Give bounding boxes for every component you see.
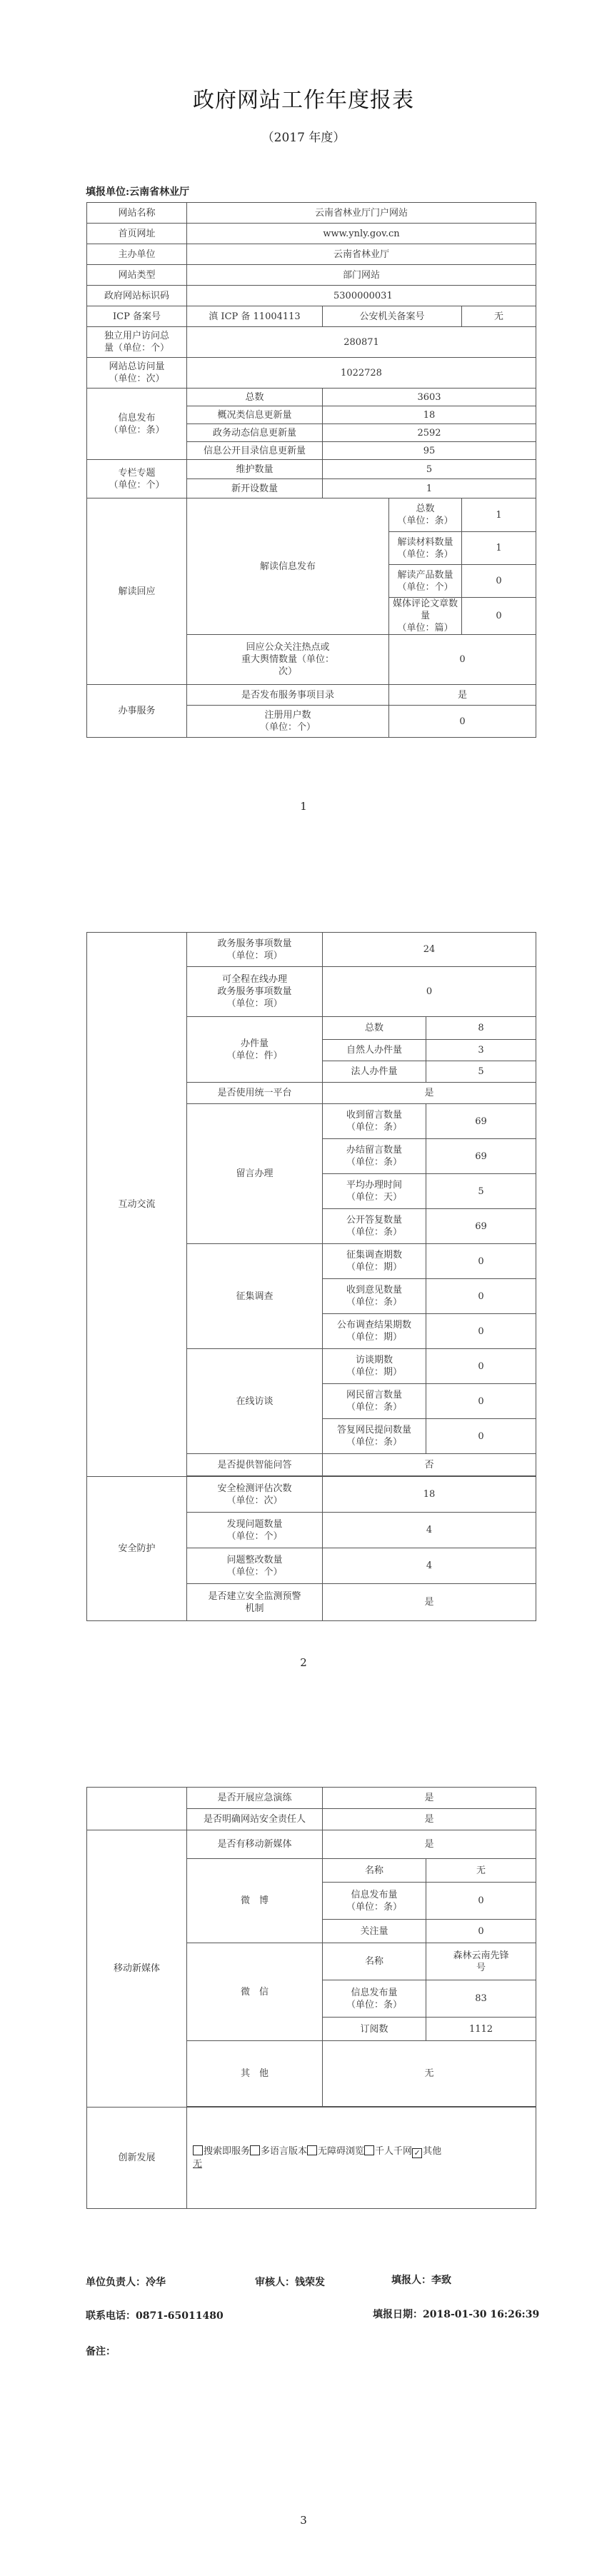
- pv-label-1: 网站总访问量: [109, 361, 165, 372]
- table-row: [87, 2108, 536, 2209]
- ly-done-label-1: 办结留言数量: [346, 1145, 403, 1156]
- hd-platform-label: 是否使用统一平台: [187, 1083, 323, 1104]
- other-value: 无: [323, 2041, 536, 2107]
- table-row: [87, 224, 536, 244]
- table-row: [87, 498, 536, 532]
- resp-value: 是: [323, 1809, 536, 1830]
- checkbox-multilang[interactable]: [250, 2145, 260, 2155]
- deal-legal-value: 5: [426, 1061, 536, 1083]
- cx-options: [187, 2108, 536, 2209]
- site-type-value: 部门网站: [187, 265, 536, 286]
- info-gk-label: 概况类信息更新量: [187, 406, 323, 424]
- info-total-value: 3603: [323, 389, 536, 406]
- table-page-3: [86, 1787, 536, 2209]
- resp-label: 是否明确网站安全责任人: [187, 1809, 323, 1830]
- topic-wh-value: 5: [323, 460, 536, 479]
- smart-label: 是否提供智能问答: [187, 1454, 323, 1476]
- bs-section-label: 办事服务: [87, 685, 187, 738]
- zj-opinions-label-2: （单位：条）: [346, 1297, 403, 1308]
- table-row: [87, 244, 536, 265]
- other-label: 其 他: [187, 2041, 323, 2107]
- deal-person-value: 3: [426, 1040, 536, 1061]
- table-row: [87, 306, 536, 327]
- zx-periods-value: 0: [426, 1349, 536, 1384]
- deal-total-value: 8: [426, 1017, 536, 1040]
- page-number-1: 1: [300, 800, 307, 813]
- site-code-value: 5300000031: [187, 286, 536, 306]
- hy-label-2: 重大舆情数量（单位：: [241, 654, 334, 665]
- table-row: [87, 685, 536, 706]
- table-row: [87, 203, 536, 224]
- zj-results-label-1: 公布调查结果期数: [337, 1320, 412, 1330]
- topic-wh-label: 维护数量: [187, 460, 323, 479]
- aq-check-label-1: 安全检测评估次数: [217, 1483, 292, 1494]
- phone: 联系电话：0871-65011480: [86, 2310, 224, 2322]
- zx-label: 在线访谈: [187, 1349, 323, 1454]
- sponsor-label: 主办单位: [87, 244, 187, 265]
- pv-value: 1022728: [187, 358, 536, 389]
- uv-label-2: 量（单位：个）: [104, 343, 169, 354]
- ly-pub-value: 69: [426, 1209, 536, 1244]
- svc-items-label-1: 政务服务事项数量: [217, 938, 292, 949]
- bs-dir-label: 是否发布服务事项目录: [187, 685, 389, 706]
- report-year: （2017 年度）: [261, 131, 346, 145]
- info-label-2: （单位：条）: [109, 424, 165, 436]
- zx-answers-label-2: （单位：条）: [346, 1437, 403, 1448]
- topic-label-2: （单位：个）: [109, 479, 165, 491]
- bs-reg-value: 0: [389, 706, 536, 738]
- report-title: 政府网站工作年度报表: [193, 88, 414, 113]
- uv-value: 280871: [187, 327, 536, 358]
- svc-online-value: 0: [323, 967, 536, 1017]
- auditor: 审核人：钱荣发: [255, 2277, 325, 2288]
- hy-label-1: 回应公众关注热点或: [246, 642, 330, 653]
- deal-total-label: 总数: [323, 1017, 426, 1040]
- zj-opinions-value: 0: [426, 1279, 536, 1314]
- weibo-label: 微 博: [187, 1859, 323, 1943]
- ly-avg-label-2: （单位：天）: [346, 1192, 403, 1203]
- topic-xk-label: 新开设数量: [187, 479, 323, 498]
- table-row: [87, 933, 536, 967]
- fill-unit: 填报单位:云南省林业厅: [86, 186, 190, 198]
- jd-prod-value: 0: [462, 565, 536, 598]
- svc-items-label-2: （单位：项）: [226, 950, 283, 961]
- aq-found-value: 4: [323, 1513, 536, 1548]
- cx-section-label: 创新发展: [87, 2108, 187, 2209]
- aq-warn-label-1: 是否建立安全监测预警: [208, 1590, 301, 1602]
- jd-mat-label-1: 解读材料数量: [397, 536, 453, 548]
- home-url-label: 首页网址: [87, 224, 187, 244]
- table-row: [87, 1788, 536, 1809]
- zx-periods-label-1: 访谈期数: [356, 1355, 393, 1365]
- aq-section-label: 安全防护: [87, 1477, 187, 1621]
- svc-items-value: 24: [323, 933, 536, 967]
- info-gk-value: 18: [323, 406, 536, 424]
- jd-total-value: 1: [462, 498, 536, 532]
- wb-fans-label: 关注量: [323, 1920, 426, 1943]
- bs-reg-label-1: 注册用户数: [264, 710, 311, 721]
- home-url-value: www.ynly.gov.cn: [187, 224, 536, 244]
- zj-periods-label-2: （单位：期）: [346, 1262, 403, 1273]
- svc-online-label-1: 可全程在线办理: [222, 974, 288, 985]
- smart-value: 否: [323, 1454, 536, 1476]
- weixin-label: 微 信: [187, 1943, 323, 2041]
- jd-mat-value: 1: [462, 532, 536, 565]
- aq-warn-value: 是: [323, 1584, 536, 1621]
- jd-media-label-2: （单位：篇）: [397, 623, 453, 633]
- icp-label: ICP 备案号: [87, 306, 187, 327]
- bs-dir-value: 是: [389, 685, 536, 706]
- zj-results-label-2: （单位：期）: [346, 1332, 403, 1343]
- jd-media-value: 0: [462, 598, 536, 635]
- table-row: [87, 1830, 536, 1859]
- site-type-label: 网站类型: [87, 265, 187, 286]
- table-row: [87, 358, 536, 389]
- wb-info-value: 0: [426, 1883, 536, 1920]
- site-code-label: 政府网站标识码: [87, 286, 187, 306]
- zx-periods-label-2: （单位：期）: [346, 1367, 403, 1378]
- zx-answers-label-1: 答复网民提问数量: [337, 1425, 412, 1435]
- table-row: [87, 286, 536, 306]
- hy-value: 0: [389, 635, 536, 685]
- zj-results-value: 0: [426, 1314, 536, 1349]
- wx-name-label: 名称: [323, 1943, 426, 1980]
- aq-found-label-1: 发现问题数量: [226, 1518, 283, 1530]
- drill-label: 是否开展应急演练: [187, 1788, 323, 1809]
- jd-total-label-2: （单位：条）: [397, 516, 453, 526]
- police-label: 公安机关备案号: [323, 306, 462, 327]
- zx-msgs-label-1: 网民留言数量: [346, 1390, 403, 1400]
- site-name-label: 网站名称: [87, 203, 187, 224]
- table-row: [87, 1477, 536, 1513]
- has-mobile-label: 是否有移动新媒体: [187, 1830, 323, 1859]
- info-total-label: 总数: [187, 389, 323, 406]
- ly-done-label-2: （单位：条）: [346, 1157, 403, 1168]
- checkbox-personal[interactable]: [364, 2145, 374, 2155]
- wb-name-label: 名称: [323, 1859, 426, 1883]
- ly-pub-label-1: 公开答复数量: [346, 1215, 403, 1226]
- blank-cell: [87, 1788, 187, 1830]
- table-row: [87, 265, 536, 286]
- deal-label-1: 办件量: [241, 1038, 269, 1049]
- info-ml-value: 95: [323, 442, 536, 460]
- ly-label: 留言办理: [187, 1104, 323, 1244]
- aq-fixed-label-1: 问题整改数量: [226, 1554, 283, 1565]
- hy-label-3: 次）: [278, 666, 297, 677]
- table-page-2: [86, 932, 536, 1621]
- ly-recv-label-1: 收到留言数量: [346, 1110, 403, 1121]
- site-name-value: 云南省林业厅门户网站: [187, 203, 536, 224]
- deal-label-2: （单位：件）: [226, 1050, 283, 1061]
- cx-other-value: 无: [193, 2159, 203, 2170]
- ly-avg-label-1: 平均办理时间: [346, 1180, 403, 1191]
- zx-msgs-value: 0: [426, 1384, 536, 1419]
- topic-xk-value: 1: [323, 479, 536, 498]
- pv-label-2: （单位：次）: [109, 374, 165, 384]
- icp-value: 滇 ICP 备 11004113: [187, 306, 323, 327]
- svc-online-label-3: （单位：项）: [226, 998, 283, 1009]
- wx-sub-value: 1112: [426, 2018, 536, 2041]
- svc-online-label-2: 政务服务事项数量: [217, 986, 292, 997]
- zx-answers-value: 0: [426, 1419, 536, 1454]
- wx-info-label-1: 信息发布量: [351, 1987, 398, 1998]
- ly-done-value: 69: [426, 1139, 536, 1174]
- bs-reg-label-2: （单位：个）: [259, 722, 316, 733]
- uv-label-1: 独立用户访问总: [104, 331, 169, 341]
- mobile-section-label: 移动新媒体: [87, 1830, 187, 2108]
- table-row: [87, 327, 536, 358]
- police-value: 无: [462, 306, 536, 327]
- aq-fixed-value: 4: [323, 1548, 536, 1584]
- aq-fixed-label-2: （单位：个）: [226, 1566, 283, 1578]
- cx-opt-accessible: 无障碍浏览: [318, 2146, 365, 2157]
- aq-check-label-2: （单位：次）: [226, 1495, 283, 1506]
- aq-warn-label-2: 机制: [245, 1603, 264, 1614]
- page-number-2: 2: [300, 1656, 307, 1669]
- hd-section-label: 互动交流: [87, 933, 187, 1477]
- cx-opt-other: 其他: [423, 2146, 442, 2157]
- wb-name-value: 无: [426, 1859, 536, 1883]
- has-mobile-value: 是: [323, 1830, 536, 1859]
- hd-platform-value: 是: [323, 1083, 536, 1104]
- info-zw-label: 政务动态信息更新量: [187, 424, 323, 442]
- wx-info-label-2: （单位：条）: [346, 1999, 403, 2010]
- filler: 填报人：李致: [391, 2275, 451, 2286]
- table-row: [87, 460, 536, 479]
- cx-opt-multilang: 多语言版本: [261, 2146, 308, 2157]
- sponsor-value: 云南省林业厅: [187, 244, 536, 265]
- jd-section-label: 解读回应: [87, 498, 187, 685]
- jd-mat-label-2: （单位：条）: [397, 548, 453, 560]
- leader: 单位负责人：冷华: [86, 2277, 166, 2288]
- table-page-1: [86, 202, 536, 738]
- zj-periods-label-1: 征集调查期数: [346, 1250, 403, 1261]
- ly-avg-value: 5: [426, 1174, 536, 1209]
- deal-person-label: 自然人办件量: [323, 1040, 426, 1061]
- checkbox-search[interactable]: [193, 2145, 203, 2155]
- aq-found-label-2: （单位：个）: [226, 1530, 283, 1542]
- note: 备注：: [86, 2346, 116, 2357]
- wx-info-value: 83: [426, 1980, 536, 2018]
- zj-opinions-label-1: 收到意见数量: [346, 1285, 403, 1295]
- wx-sub-label: 订阅数: [323, 2018, 426, 2041]
- checkbox-other[interactable]: ✓: [412, 2148, 422, 2158]
- aq-check-value: 18: [323, 1477, 536, 1513]
- topic-label-1: 专栏专题: [118, 467, 156, 478]
- table-row: [87, 389, 536, 406]
- wb-info-label-1: 信息发布量: [351, 1889, 398, 1900]
- wx-name-value-1: 森林云南先锋: [453, 1950, 509, 1961]
- checkbox-accessible[interactable]: [307, 2145, 317, 2155]
- zx-msgs-label-2: （单位：条）: [346, 1402, 403, 1413]
- wb-fans-value: 0: [426, 1920, 536, 1943]
- info-zw-value: 2592: [323, 424, 536, 442]
- ly-recv-value: 69: [426, 1104, 536, 1139]
- ly-recv-label-2: （单位：条）: [346, 1122, 403, 1133]
- cx-opt-search: 搜索即服务: [204, 2146, 251, 2157]
- info-label-1: 信息发布: [118, 412, 156, 424]
- deal-legal-label: 法人办件量: [323, 1061, 426, 1083]
- jd-prod-label-2: （单位：个）: [397, 581, 453, 593]
- fill-date: 填报日期：2018-01-30 16:26:39: [373, 2309, 540, 2320]
- cx-opt-personal: 千人千网: [375, 2146, 413, 2157]
- zj-label: 征集调查: [187, 1244, 323, 1349]
- info-ml-label: 信息公开目录信息更新量: [187, 442, 323, 460]
- wb-info-label-2: （单位：条）: [346, 1901, 403, 1913]
- jd-total-label-1: 总数: [416, 503, 435, 514]
- drill-value: 是: [323, 1788, 536, 1809]
- jd-pub-label: 解读信息发布: [187, 498, 389, 635]
- jd-media-label-1: 媒体评论文章数量: [392, 598, 458, 621]
- page-number-3: 3: [300, 2514, 307, 2527]
- zj-periods-value: 0: [426, 1244, 536, 1279]
- jd-prod-label-1: 解读产品数量: [397, 569, 453, 581]
- ly-pub-label-2: （单位：条）: [346, 1227, 403, 1238]
- wx-name-value-2: 号: [476, 1962, 486, 1973]
